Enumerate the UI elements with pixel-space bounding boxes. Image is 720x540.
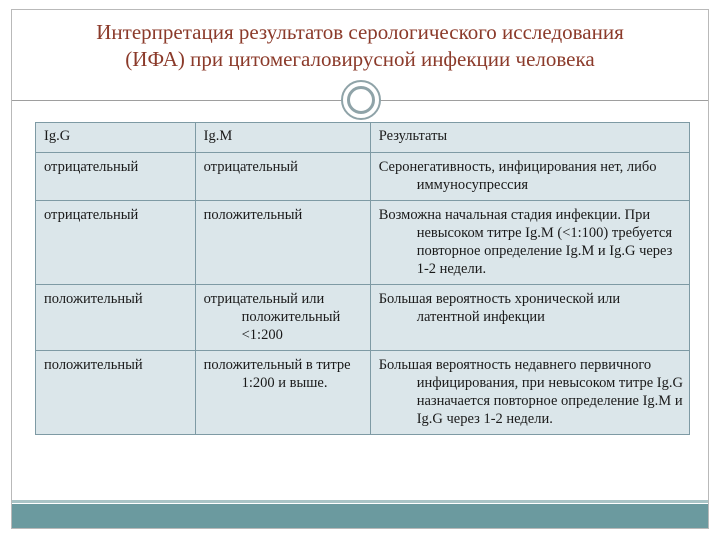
header-igg: Ig.G: [36, 123, 196, 153]
ring-ornament-icon: [341, 80, 381, 120]
cell-igm: [195, 285, 370, 351]
cell-igm: отрицательный: [195, 153, 370, 201]
result-text: Возможна начальная стадия инфекции. При невысоком титре Ig.M (<1:100) требуется повторное определение Ig.M и Ig.G через 1-2 недели.: [378, 207, 673, 277]
cell-igg: положительный: [36, 285, 196, 351]
cell-result: [370, 351, 689, 435]
header-igm: Ig.M: [195, 123, 370, 153]
table-row: [36, 351, 690, 435]
cell-result: [370, 201, 689, 285]
result-text: Серонегативность, инфицирования нет, либо иммуносупрессия: [378, 159, 657, 193]
cell-igg: положительный: [36, 351, 196, 435]
slide-title: [12, 19, 708, 73]
cell-result: [370, 153, 689, 201]
igm-text: отрицательный или положительный <1:200: [203, 291, 341, 343]
cell-igg: отрицательный: [36, 201, 196, 285]
title-line-2: (ИФА) при цитомегаловирусной инфекции человека: [125, 47, 595, 71]
results-table: [35, 122, 690, 435]
table-row: [36, 153, 690, 201]
result-text: Большая вероятность хронической или латентной инфекции: [378, 291, 621, 325]
header-results: Результаты: [370, 123, 689, 153]
table-row: [36, 285, 690, 351]
bottom-accent-bar: [12, 504, 708, 528]
igm-text: положительный в титре 1:200 и выше.: [203, 357, 351, 391]
result-text: Большая вероятность недавнего первичного инфицирования, при невысоком титре Ig.G назначается повторное определение Ig.M и Ig.G через 1-2 недели.: [378, 357, 683, 427]
cell-igm: положительный: [195, 201, 370, 285]
table-row: [36, 201, 690, 285]
cell-igg: отрицательный: [36, 153, 196, 201]
cell-result: [370, 285, 689, 351]
cell-igm: [195, 351, 370, 435]
table-header-row: [36, 123, 690, 153]
title-line-1: Интерпретация результатов серологического исследования: [96, 20, 624, 44]
